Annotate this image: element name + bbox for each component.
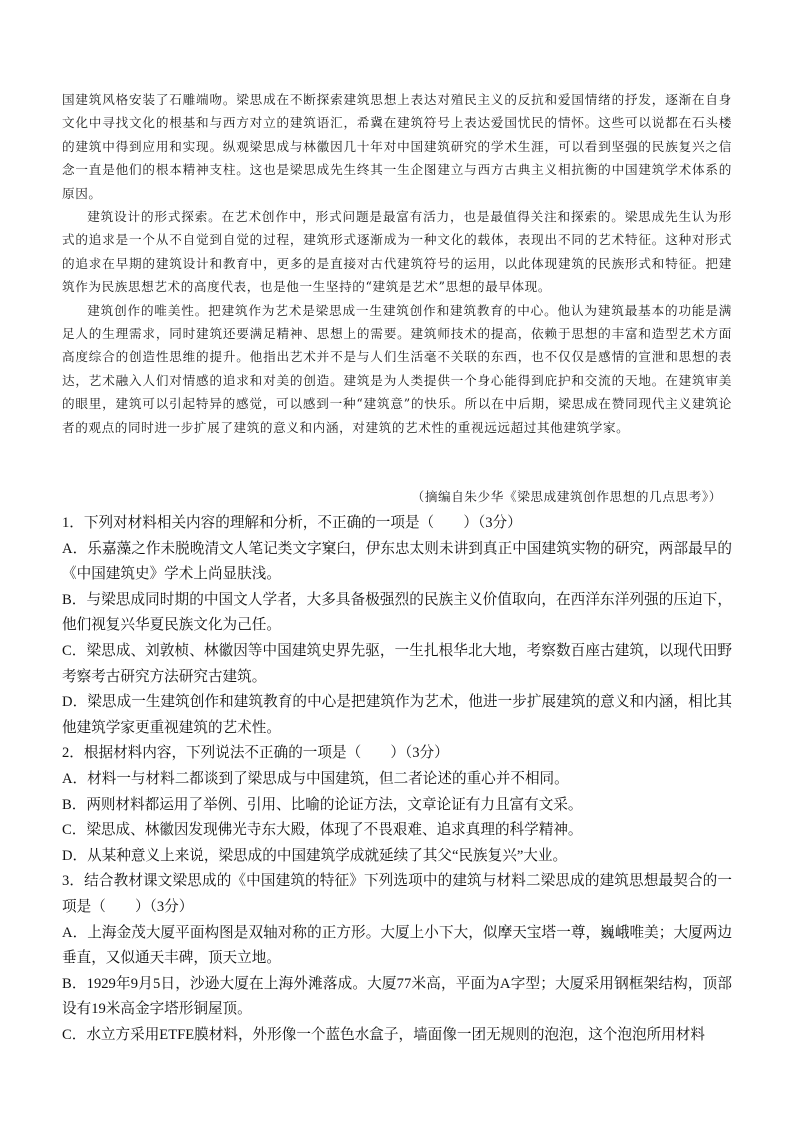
- question-1-option-a: A．乐嘉藻之作未脱晚清文人笔记类文字窠臼，伊东忠太则未讲到真正中国建筑实物的研究，两部最早的《中国建筑史》学术上尚显肤浅。: [62, 540, 732, 583]
- question-2-option-a: A．材料一与材料二都谈到了梁思成与中国建筑，但二者论述的重心并不相同。: [62, 770, 569, 787]
- question-3-stem: 3．结合教材课文梁思成的《中国建筑的特征》下列选项中的建筑与材料二梁思成的建筑思想最契合的一项是（ ）（3分）: [62, 873, 732, 915]
- question-1-option-d: D．梁思成一生建筑创作和建筑教育的中心是把建筑作为艺术，他进一步扩展建筑的意义和内涵，相比其他建筑学家更重视建筑的艺术性。: [62, 694, 732, 736]
- question-3-option-c: C．水立方采用ETFE膜材料，外形像一个蓝色水盒子，墙面像一团无规则的泡泡，这个泡泡所用材料: [62, 1026, 705, 1043]
- passage-source: （摘编自朱少华《梁思成建筑创作思想的几点思考》）: [411, 489, 722, 504]
- question-2-option-d: D．从某种意义上来说，梁思成的中国建筑学成就延续了其父“民族复兴”大业。: [62, 847, 568, 864]
- question-2-option-c: C．梁思成、林徽因发现佛光寺东大殿，体现了不畏艰难、追求真理的科学精神。: [62, 822, 583, 839]
- question-2-option-b: B．两则材料都运用了举例、引用、比喻的论证方法，文章论证有力且富有文采。: [62, 796, 583, 813]
- question-1-option-c: C．梁思成、刘敦桢、林徽因等中国建筑史界先驱，一生扎根华北大地，考察数百座古建筑，以现代田野考察考古研究方法研究古建筑。: [62, 642, 732, 685]
- question-list: [62, 511, 732, 1048]
- reading-passage: [62, 88, 732, 439]
- passage-paragraph-2: 建筑设计的形式探索。在艺术创作中，形式问题是最富有活力，也是最值得关注和探索的。梁思成先生认为形式的追求是一个从不自觉到自觉的过程，建筑形式逐渐成为一种文化的载体，表现出不同的艺术特征。这种对形式的追求在早期的建筑设计和教育中，更多的是直接对古代建筑符号的运用，以此体现建筑的民族形式和特征。把建筑作为民族思想艺术的高度代表，也是他一生坚持的“建筑是艺术”思想的最早体现。: [62, 209, 732, 295]
- question-2-stem: 2．根据材料内容，下列说法不正确的一项是（ ）（3分）: [62, 745, 449, 762]
- question-1-option-b: B．与梁思成同时期的中国文人学者，大多具备极强烈的民族主义价值取向，在西洋东洋列强的压迫下，他们视复兴华夏民族文化为己任。: [62, 591, 732, 634]
- question-1-stem: 1．下列对材料相关内容的理解和分析，不正确的一项是（ ）（3分）: [62, 515, 522, 531]
- question-3-option-a: A．上海金茂大厦平面构图是双轴对称的正方形。大厦上小下大，似摩天宝塔一尊，巍峨唯美；大厦两边垂直，又似通天丰碑，顶天立地。: [62, 924, 732, 967]
- question-3-option-b: B．1929年9月5日，沙逊大厦在上海外滩落成。大厦77米高，平面为A字型；大厦采用钢框架结构，顶部设有19米高金字塔形铜屋顶。: [62, 975, 732, 1018]
- passage-paragraph-1: 国建筑风格安装了石雕端吻。梁思成在不断探索建筑思想上表达对殖民主义的反抗和爱国情绪的抒发，逐渐在自身文化中寻找文化的根基和与西方对立的建筑语汇，希冀在建筑符号上表达爱国忧民的情怀。这些可以说都在石头楼的建筑中得到应用和实现。纵观梁思成与林徽因几十年对中国建筑研究的学术生涯，可以看到坚强的民族复兴之信念一直是他们的根本精神支柱。这也是梁思成先生终其一生企图建立与西方古典主义相抗衡的中国建筑学术体系的原因。: [62, 92, 732, 201]
- passage-paragraph-3: 建筑创作的唯美性。把建筑作为艺术是梁思成一生建筑创作和建筑教育的中心。他认为建筑最基本的功能是满足人的生理需求，同时建筑还要满足精神、思想上的需要。建筑师技术的提高，依赖于思想的丰富和造型艺术方面高度综合的创造性思维的提升。他指出艺术并不是与人们生活毫不关联的东西，也不仅仅是感情的宣泄和思想的表达，艺术融入人们对情感的追求和对美的创造。建筑是为人类提供一个身心能得到庇护和交流的天地。在建筑审美的眼里，建筑可以引起特异的感觉，可以感到一种“建筑意”的快乐。所以在中后期，梁思成在赞同现代主义建筑论者的观点的同时进一步扩展了建筑的意义和内涵，对建筑的艺术性的重视远远超过其他建筑学家。: [62, 302, 732, 435]
